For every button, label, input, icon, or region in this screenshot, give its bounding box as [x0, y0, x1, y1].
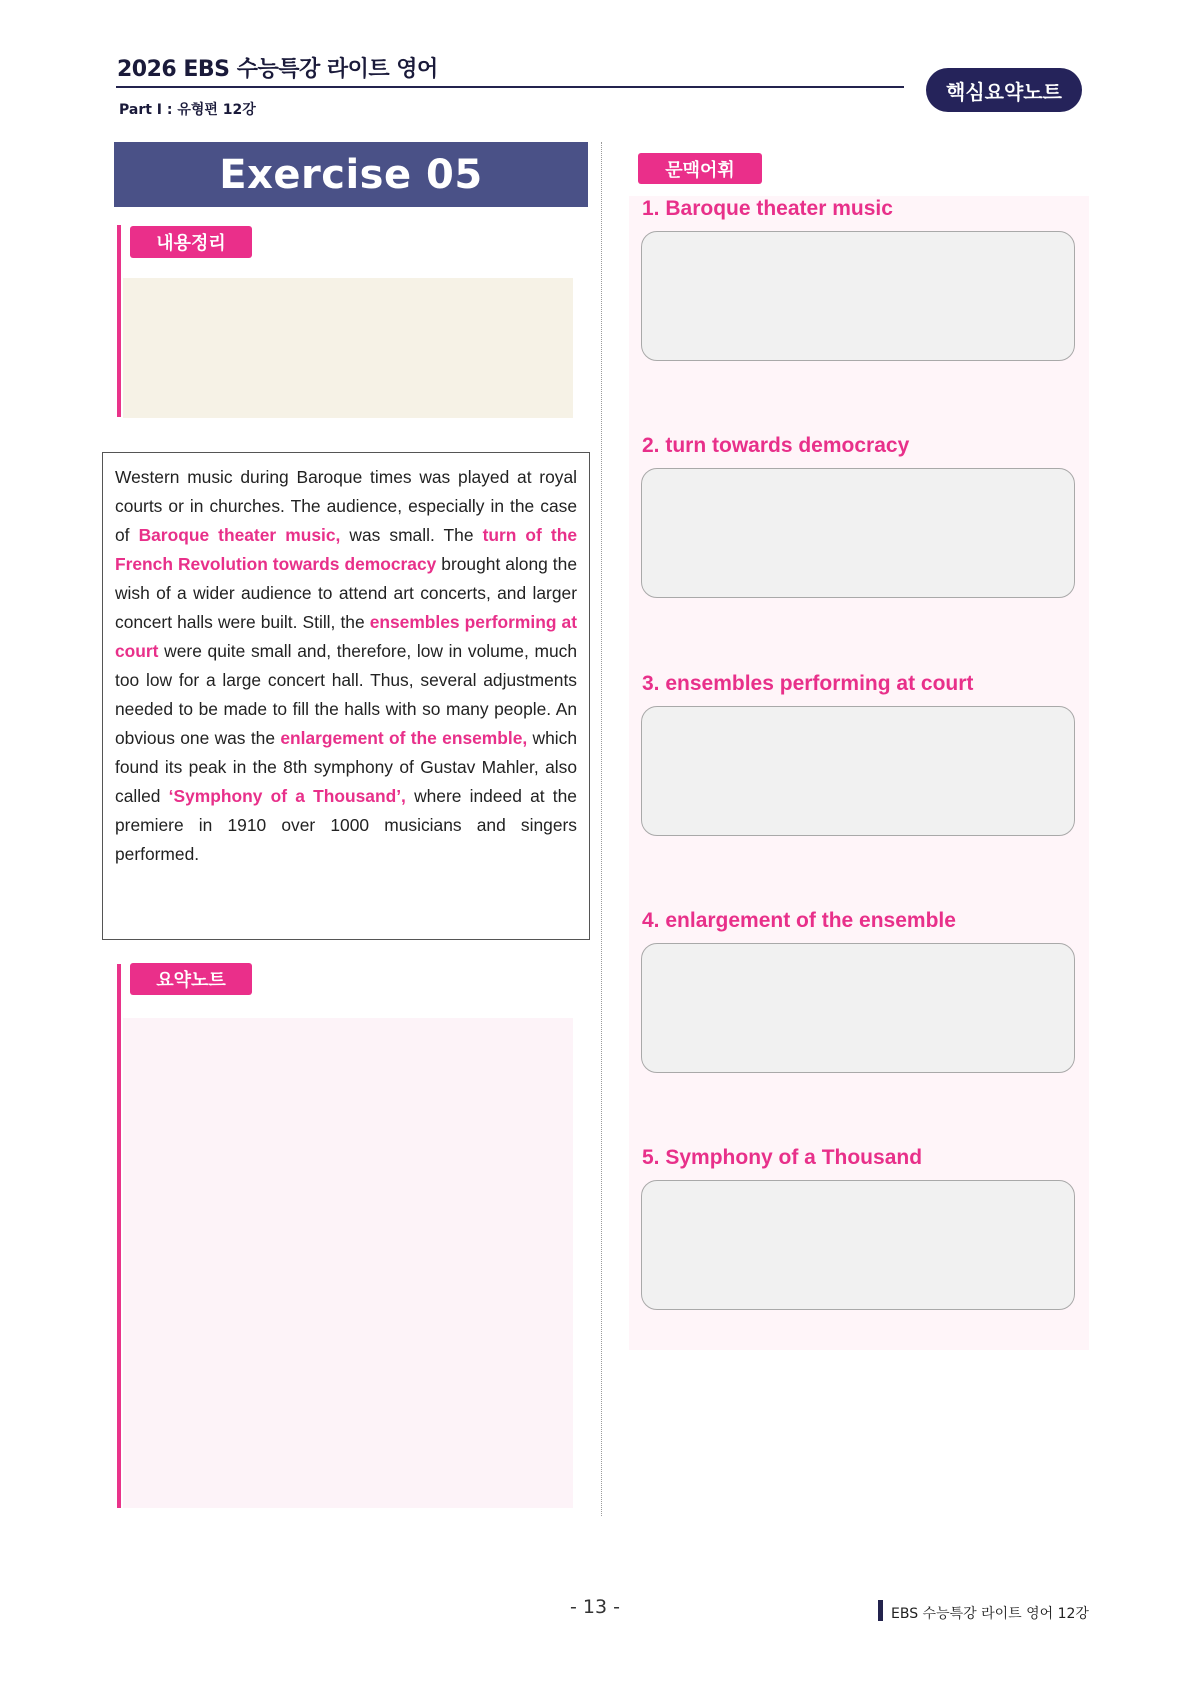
highlighted-phrase: ‘Symphony of a Thousand’,: [168, 786, 406, 806]
content-notes-area[interactable]: [123, 278, 573, 418]
document-title: 2026 EBS 수능특강 라이트 영어: [117, 57, 438, 82]
highlighted-phrase: Baroque theater music,: [138, 525, 341, 545]
vocab-item-title: 3. ensembles performing at court: [642, 672, 974, 695]
passage-text-segment: which found its peak in the 8th symphony of Gustav Mahler, also called: [115, 728, 577, 806]
passage-text-segment: brought along the wish of a wider audience to attend art concerts, and larger concert halls were built. Still, the: [115, 554, 577, 632]
column-divider: [601, 142, 602, 1516]
content-section-label: 내용정리: [130, 226, 252, 258]
reading-passage: [102, 452, 590, 940]
exercise-title: Exercise 05: [114, 142, 588, 207]
page-number: - 13 -: [570, 1596, 620, 1618]
part-subtitle: Part Ⅰ : 유형편 12강: [119, 102, 256, 118]
highlighted-phrase: ensembles performing at court: [115, 612, 577, 661]
vocab-answer-box[interactable]: [641, 706, 1075, 836]
header-rule: [116, 86, 904, 88]
vocab-answer-box[interactable]: [641, 231, 1075, 361]
passage-text-segment: were quite small and, therefore, low in volume, much too low for a large concert hall. Thus, several adjustments needed to be made to fill the halls with so many people. An obvious one was the: [115, 641, 577, 748]
vocab-item-title: 5. Symphony of a Thousand: [642, 1146, 923, 1169]
vocab-item-title: 4. enlargement of the ensemble: [642, 909, 956, 932]
section-badge: 핵심요약노트: [926, 68, 1082, 112]
passage-text-segment: Western music during Baroque times was played at royal courts or in churches. The audience, especially in the case of: [115, 467, 577, 545]
passage-text: [115, 463, 577, 869]
vocab-answer-box[interactable]: [641, 943, 1075, 1073]
summary-section-label: 요약노트: [130, 963, 252, 995]
highlighted-phrase: enlargement of the ensemble,: [280, 728, 528, 748]
vocab-section-label: 문맥어휘: [638, 153, 762, 184]
vocab-answer-box[interactable]: [641, 468, 1075, 598]
summary-section-bar: [117, 964, 121, 1508]
footer-series: EBS 수능특강 라이트 영어 12강: [891, 1606, 1089, 1622]
content-section-bar: [117, 225, 121, 417]
footer-marker: [878, 1600, 883, 1621]
vocab-answer-box[interactable]: [641, 1180, 1075, 1310]
passage-text-segment: was small. The: [340, 525, 483, 545]
vocab-item-title: 2. turn towards democracy: [642, 434, 910, 457]
highlighted-phrase: turn of the French Revolution towards democracy: [115, 525, 577, 574]
summary-notes-area[interactable]: [123, 1018, 573, 1508]
vocab-item-title: 1. Baroque theater music: [642, 197, 893, 220]
passage-text-segment: where indeed at the premiere in 1910 over 1000 musicians and singers performed.: [115, 786, 577, 864]
